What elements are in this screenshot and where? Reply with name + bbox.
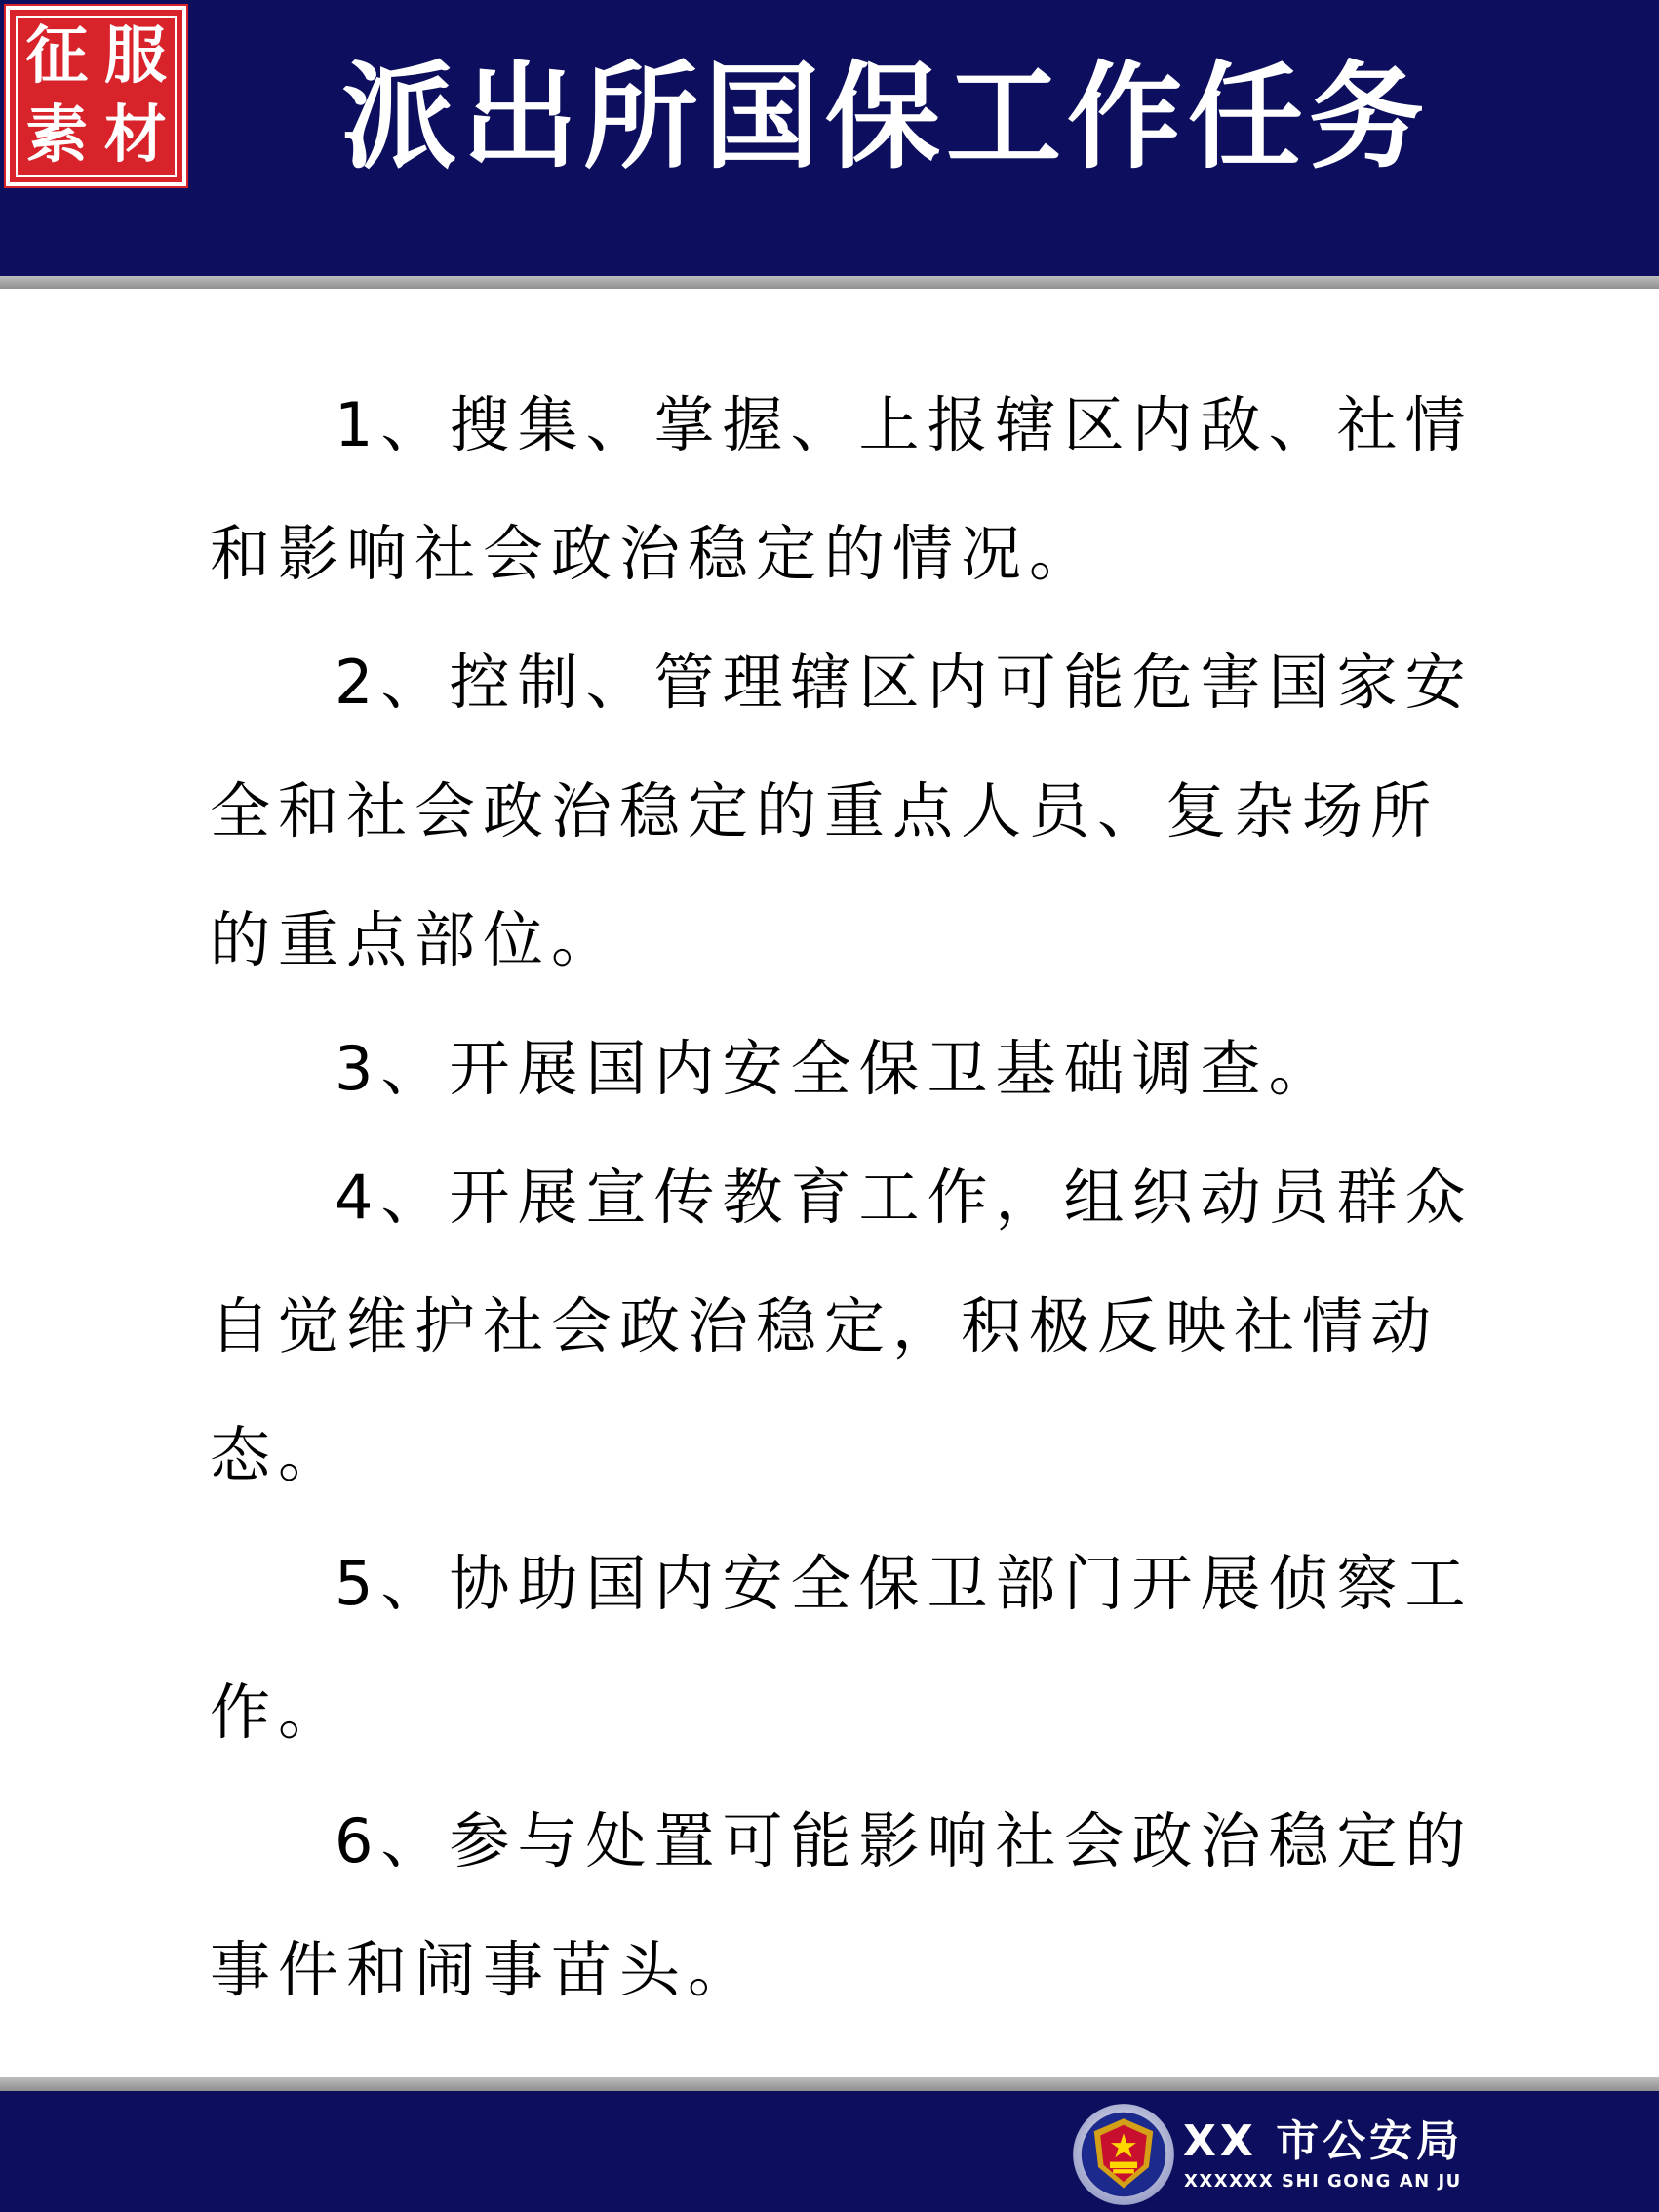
task-item-5: 5、协助国内安全保卫部门开展侦察工作。 [210,1548,1474,1748]
task-item-2: 2、控制、管理辖区内可能危害国家安全和社会政治稳定的重点人员、复杂场所的重点部位。 [210,647,1474,975]
stamp-logo-frame [16,16,177,177]
task-item-1: 1、搜集、掌握、上报辖区内敌、社情和影响社会政治稳定的情况。 [210,389,1474,589]
bureau-pinyin: XXXXXX SHI GONG AN JU [1184,2171,1462,2192]
police-emblem-icon [1071,2102,1176,2207]
task-item-3: 3、开展国内安全保卫基础调查。 [335,1033,1337,1104]
stamp-char: 素 [25,99,89,172]
header-divider [0,276,1659,289]
task-item-4: 4、开展宣传教育工作，组织动员群众自觉维护社会政治稳定，积极反映社情动态。 [210,1162,1474,1490]
header-banner [0,0,1659,276]
stamp-char: 征 [25,20,89,94]
page-title: 派出所国保工作任务 [341,50,1431,184]
footer-divider [0,2077,1659,2091]
bureau-name: XX 市公安局 [1183,2116,1464,2166]
stamp-char: 服 [103,20,167,94]
stamp-char: 材 [103,99,167,172]
task-list [210,361,1478,2034]
stamp-logo [6,6,186,186]
task-item-6: 6、参与处置可能影响社会政治稳定的事件和闹事苗头。 [210,1805,1474,2005]
